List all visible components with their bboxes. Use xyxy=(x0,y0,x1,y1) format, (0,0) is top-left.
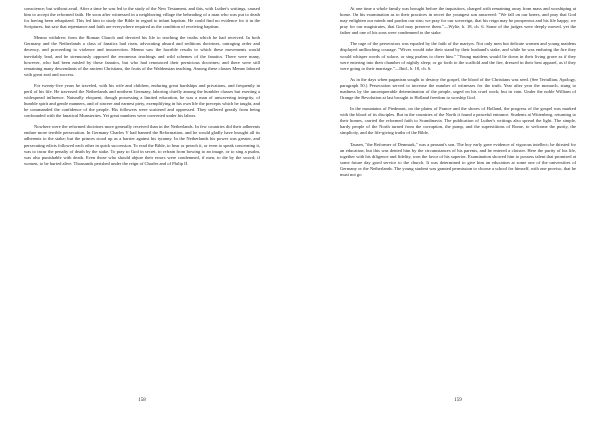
paragraph: In the mountains of Piedmont, on the plains of France and the shores of Holland, the progress of the gospel was marked with the blood of its disciples. But in the countries of the North it found a peaceful entrance. Students at Wittenberg, returning to their homes, carried the reformed faith to Scandinavia. The publication of Luther's writings also spread the light. The simple, hardy people of the North turned from the corruption, the pomp, and the superstitions of Rome, to welcome the purity, the simplicity, and the life-giving truths of the Bible. xyxy=(340,106,576,136)
paragraph: Menno withdrew from the Roman Church and devoted his life to teaching the truths which he had received. In both Germany and the Netherlands a class of fanatics had risen, advocating absurd and seditious doctrines, outraging order and decency, and proceeding to violence and insurrection. Menno saw the horrible results to which these movements would inevitably lead, and he strenuously opposed the erroneous teachings and wild schemes of the fanatics. There were many, however, who had been misled by these fanatics, but who had renounced their pernicious doctrines; and there were still remaining many descendants of the ancient Christians, the fruits of the Waldensian teaching. Among these classes Menno labored with great zeal and success. xyxy=(24,35,260,77)
left-text-column xyxy=(24,6,260,172)
paragraph: Tausen, "the Reformer of Denmark," was a peasant's son. The boy early gave evidence of vigorous intellect; he thirsted for an education; but this was denied him by the circumstances of his parents, and he entered a cloister. Here the purity of his life, together with his diligence and fidelity, won the favor of his superior. Examination showed him to possess talent that promised at some future day good service to the church. It was determined to give him an education at some one of the universities of Germany or the Netherlands. The young student was granted permission to choose a school for himself, with one proviso, that he must not go xyxy=(340,141,576,177)
page-number: 158 xyxy=(138,398,146,403)
right-page xyxy=(300,0,600,424)
paragraph: Nowhere were the reformed doctrines more generally received than in the Netherlands. In few countries did their adherents endure more terrible persecution. In Germany Charles V had banned the Reformation, and he would gladly have brought all its adherents to the stake; but the princes stood up as a barrier against his tyranny. In the Netherlands his power was greater, and persecuting edicts followed each other in quick succession. To read the Bible, to hear or preach it, or even to speak concerning it, was to incur the penalty of death by the stake. To pray to God in secret, to refrain from bowing to an image, or to sing a psalm, was also punishable with death. Even those who should abjure their errors were condemned, if men, to die by the sword; if women, to be buried alive. Thousands perished under the reign of Charles and of Philip II. xyxy=(24,124,260,166)
page-number: 159 xyxy=(454,398,462,403)
paragraph: For twenty-five years he traveled, with his wife and children, enduring great hardships and privations, and frequently in peril of his life. He traversed the Netherlands and northern Germany, laboring chiefly among the humbler classes but exerting a widespread influence. Naturally eloquent, though possessing a limited education, he was a man of unwavering integrity, of humble spirit and gentle manners, and of sincere and earnest piety, exemplifying in his own life the precepts which he taught, and he commanded the confidence of the people. His followers were scattered and oppressed. They suffered greatly from being confounded with the fanatical Munsterites. Yet great numbers were converted under his labors. xyxy=(24,82,260,119)
right-text-column xyxy=(340,6,576,183)
paragraph: The rage of the persecutors was equaled by the faith of the martyrs. Not only men but delicate women and young maidens displayed unflinching courage. "Wives would take their stand by their husband's stake, and while he was enduring the fire they would whisper words of solace, or sing psalms to cheer him." "Young maidens would lie down in their living grave as if they were entering into their chamber of nightly sleep; or go forth to the scaffold and the fire, dressed in their best apparel, as if they were going to their marriage."—Ibid., b. 18, ch. 6. xyxy=(340,41,576,71)
paragraph: At one time a whole family was brought before the inquisitors, charged with remaining away from mass and worshiping at home. On his examination as to their practices in secret the youngest son answered: "We fall on our knees, and pray that God may enlighten our minds and pardon our sins; we pray for our sovereign, that his reign may be prosperous and his life happy; we pray for our magistrates, that God may preserve them."—Wylie, b. 18, ch. 6. Some of the judges were deeply moved, yet the father and one of his sons were condemned to the stake. xyxy=(340,6,576,36)
paragraph: As in the days when paganism sought to destroy the gospel, the blood of the Christians was seed. (See Tertullian, Apology, paragraph 50.) Persecution served to increase the number of witnesses for the truth. Year after year the monarch, stung to madness by the unconquerable determination of the people, urged on his cruel work; but in vain. Under the noble William of Orange the Revolution at last brought to Holland freedom to worship God. xyxy=(340,76,576,100)
paragraph: conscience; but without avail. After a time he was led to the study of the New Testament, and this, with Luther's writings, caused him to accept the reformed faith. He soon after witnessed in a neighboring village the beheading of a man who was put to death for having been rebaptized. This led him to study the Bible in regard to infant baptism. He could find no evidence for it in the Scriptures, but saw that repentance and faith are everywhere required as the condition of receiving baptism. xyxy=(24,6,260,30)
